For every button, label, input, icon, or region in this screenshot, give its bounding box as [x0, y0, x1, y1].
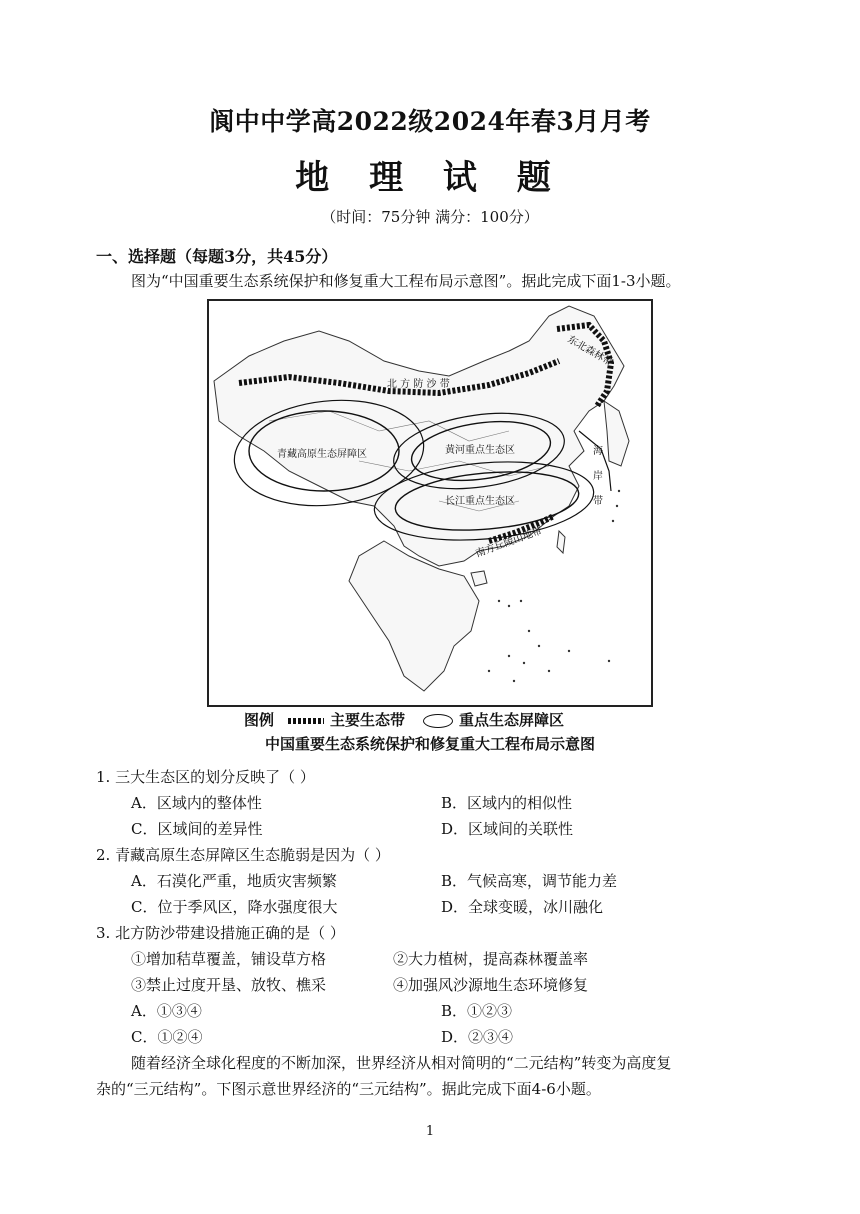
label-north-belt: 北 方 防 沙 带: [387, 379, 450, 390]
question-1-option-a: A．区域内的整体性: [131, 794, 262, 812]
passage-line-1: 随着经济全球化程度的不断加深，世界经济从相对简明的“二元结构”转变为高度复: [131, 1054, 672, 1072]
subject-title: 地 理 试 题: [295, 158, 565, 198]
legend-belt-label: 主要生态带: [330, 711, 406, 729]
question-1-option-c: C．区域间的差异性: [131, 820, 263, 838]
question-2-option-d: D．全球变暖，冰川融化: [441, 898, 604, 916]
korea-japan-shape: [604, 401, 629, 466]
indochina-shape: [349, 541, 479, 691]
taiwan-shape: [557, 531, 565, 553]
ecology-map: [207, 299, 653, 707]
china-mainland-shape: [214, 306, 624, 566]
label-yangtze: 长江重点生态区: [445, 496, 515, 507]
exam-time-score: （时间：75分钟 满分：100分）: [321, 208, 539, 226]
page-number: 1: [425, 1124, 435, 1139]
label-coast-1: 海: [593, 446, 603, 457]
passage-line-2: 杂的“三元结构”。下图示意世界经济的“三元结构”。据此完成下面4-6小题。: [96, 1080, 601, 1098]
label-northeast-belt: 东北森林带: [565, 334, 615, 369]
question-3-option-c: C．①②④: [131, 1028, 203, 1046]
label-south-belt: 南方丘陵山地带: [474, 525, 544, 560]
ellipse-symbol-icon: [423, 714, 453, 728]
label-yellow-river: 黄河重点生态区: [445, 445, 515, 456]
label-coast-2: 岸: [593, 471, 603, 482]
exam-title: 阆中中学高2022级2024年春3月月考: [209, 107, 651, 136]
question-1-option-d: D．区域间的关联性: [441, 820, 574, 838]
question-3-item-4: ④加强风沙源地生态环境修复: [393, 976, 589, 994]
question-2-option-a: A．石漠化严重，地质灾害频繁: [131, 872, 337, 890]
map-caption: 中国重要生态系统保护和修复重大工程布局示意图: [264, 735, 595, 753]
label-qinghai-tibet: 青藏高原生态屏障区: [277, 449, 367, 460]
question-3-item-3: ③禁止过度开垦、放牧、樵采: [131, 976, 327, 994]
question-2-option-b: B．气候高寒，调节能力差: [441, 872, 618, 890]
question-3-stem: 3. 北方防沙带建设措施正确的是（ ）: [96, 924, 345, 942]
question-1-stem: 1. 三大生态区的划分反映了（ ）: [96, 768, 315, 786]
belt-symbol-icon: [288, 718, 324, 724]
legend-zone-label: 重点生态屏障区: [459, 711, 565, 729]
question-3-option-b: B．①②③: [441, 1002, 513, 1020]
question-intro: 图为“中国重要生态系统保护和修复重大工程布局示意图”。据此完成下面1-3小题。: [131, 272, 681, 290]
question-1-option-b: B．区域内的相似性: [441, 794, 573, 812]
question-3-item-1: ①增加秸草覆盖，铺设草方格: [131, 950, 327, 968]
label-coast-3: 带: [593, 496, 603, 507]
question-2-stem: 2. 青藏高原生态屏障区生态脆弱是因为（ ）: [96, 846, 390, 864]
question-3-option-a: A．①③④: [131, 1002, 202, 1020]
legend-title: 图例: [244, 711, 275, 729]
hainan-shape: [471, 571, 487, 586]
map-legend: [244, 709, 564, 730]
section-heading: 一、选择题（每题3分，共45分）: [96, 247, 338, 266]
coastal-belt: [579, 431, 611, 491]
question-3-option-d: D．②③④: [441, 1028, 514, 1046]
question-3-item-2: ②大力植树，提高森林覆盖率: [393, 950, 589, 968]
china-map-figure: [209, 301, 651, 705]
question-2-option-c: C．位于季风区，降水强度很大: [131, 898, 338, 916]
